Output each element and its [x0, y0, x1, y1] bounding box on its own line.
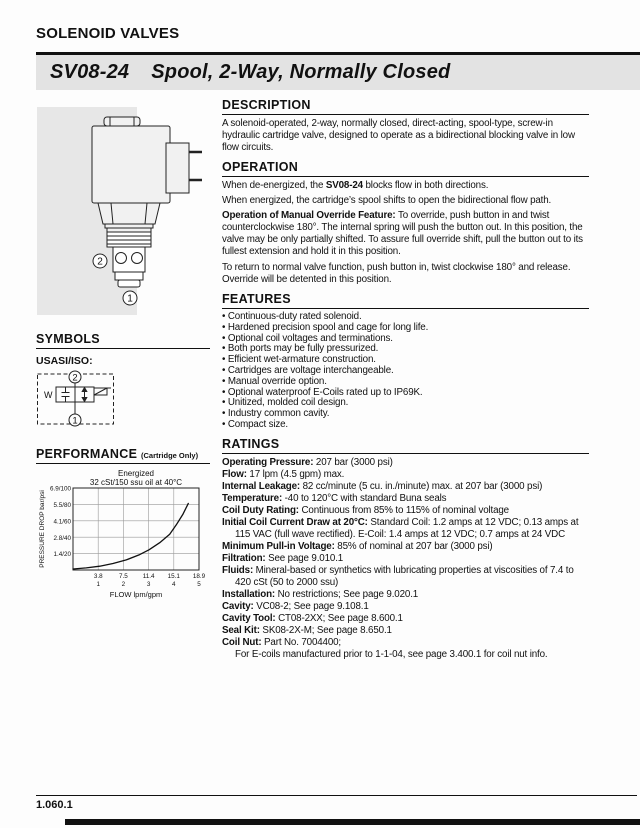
- valve-top-cap: [104, 117, 140, 126]
- footer-bar: [65, 819, 640, 825]
- rating-item: Filtration: See page 9.010.1: [222, 552, 344, 564]
- feature-item: • Manual override option.: [222, 377, 589, 388]
- svg-text:4.1/60: 4.1/60: [53, 518, 71, 526]
- rating-item: Coil Nut: Part No. 7004400; For E-coils manufactured prior to 1-1-04, see page 3.400.1 for coil nut info.: [222, 636, 548, 660]
- chart-title-line1: Energized: [117, 469, 155, 478]
- rating-item: Flow: 17 lpm (4.5 gpm) max.: [222, 468, 345, 480]
- rating-item: Installation: No restrictions; See page 9.020.1: [222, 588, 419, 600]
- valve-line-drawing: [78, 110, 206, 310]
- features-heading: FEATURES: [222, 292, 589, 309]
- performance-curve: [73, 503, 188, 569]
- rating-item: Cavity: VC08-2; See page 9.108.1: [222, 600, 369, 612]
- performance-heading: [36, 447, 210, 464]
- feature-item: • Optional coil voltages and terminations.: [222, 334, 589, 345]
- chart-title-line2: 32 cSt/150 ssu oil at 40°C: [89, 478, 183, 487]
- feature-item: • Industry common cavity.: [222, 409, 589, 420]
- footer-rule: [36, 795, 637, 796]
- valve-connector-block: [166, 143, 189, 193]
- rating-item: Temperature: -40 to 120°C with standard Buna seals: [222, 492, 447, 504]
- page-title-description: Spool, 2-Way, Normally Closed: [151, 61, 451, 83]
- symbol-port-1-label: 1: [72, 415, 78, 427]
- svg-text:7.5: 7.5: [119, 573, 128, 580]
- svg-text:15.1: 15.1: [167, 573, 180, 580]
- svg-text:2.8/40: 2.8/40: [53, 534, 71, 542]
- chart-y-axis-label: PRESSURE DROP bar/psi: [39, 490, 46, 568]
- valve-hex-nut: [98, 203, 160, 224]
- feature-item: • Optional waterproof E-Coils rated up to IP69K.: [222, 388, 589, 399]
- svg-text:1.4/20: 1.4/20: [53, 551, 71, 559]
- footer-page-number: 1.060.1: [36, 799, 73, 811]
- description-heading: DESCRIPTION: [222, 98, 589, 115]
- feature-item: • Compact size.: [222, 420, 589, 431]
- chart-x-axis-label: FLOW lpm/gpm: [109, 590, 163, 599]
- chart-y-ticks: [50, 486, 72, 559]
- svg-text:1: 1: [96, 581, 100, 588]
- rating-item: Coil Duty Rating: Continuous from 85% to 115% of nominal voltage: [222, 504, 509, 516]
- main-content-column: [222, 98, 589, 661]
- operation-paragraph-4: To return to normal valve function, push button in, twist clockwise 180° and release. Override will be detented in this position.: [222, 262, 571, 285]
- feature-item: • Both ports may be fully pressurized.: [222, 344, 589, 355]
- rating-item: Cavity Tool: CT08-2XX; See page 8.600.1: [222, 612, 403, 624]
- valve-port-hole-right: [132, 253, 143, 264]
- symbols-heading: SYMBOLS: [36, 332, 210, 349]
- title-bar: [36, 55, 640, 90]
- spring-symbol: W: [44, 390, 53, 400]
- feature-item: • Efficient wet-armature construction.: [222, 355, 589, 366]
- operation-paragraph-3: Operation of Manual Override Feature: To override, push button in and twist counterclockwise 180°. The internal spring will push the button out. In this position, the valve may be only partially shifted. To assure full override shift, pull the button out to its fullest extension and hold it in this position.: [222, 210, 583, 257]
- page-eyebrow: SOLENOID VALVES: [36, 25, 180, 42]
- rating-item: Internal Leakage: 82 cc/minute (5 cu. in./minute) max. at 207 bar (3000 psi): [222, 480, 543, 492]
- chart-x-ticks-lpm: [94, 573, 206, 580]
- performance-heading-text: PERFORMANCE: [36, 447, 138, 461]
- svg-text:18.9: 18.9: [192, 573, 206, 580]
- rating-item: Minimum Pull-in Voltage: 85% of nominal at 207 bar (3000 psi): [222, 540, 493, 552]
- chart-grid: [73, 488, 199, 570]
- svg-text:5.5/80: 5.5/80: [53, 502, 71, 509]
- symbol-standard-label: USASI/ISO:: [36, 355, 93, 367]
- ratings-heading: RATINGS: [222, 437, 589, 454]
- chart-plot-border: [73, 488, 199, 570]
- feature-item: • Hardened precision spool and cage for long life.: [222, 323, 589, 334]
- feature-item: • Unitized, molded coil design.: [222, 398, 589, 409]
- chart-x-ticks-gpm: [96, 581, 201, 588]
- description-body: A solenoid-operated, 2-way, normally closed, direct-acting, spool-type, screw-in hydraulic cartridge valve, designed to operate as a bidirectional blocking valve in low flow circuits.: [222, 118, 575, 153]
- usasi-iso-symbol: [36, 368, 118, 431]
- valve-coil-body: [92, 126, 170, 203]
- svg-text:6.9/100: 6.9/100: [49, 485, 71, 493]
- svg-text:2: 2: [121, 581, 126, 588]
- valve-port-hole-left: [116, 253, 127, 264]
- svg-text:4: 4: [172, 581, 176, 588]
- operation-paragraph-1: When de-energized, the SV08-24 blocks flow in both directions.: [222, 180, 489, 191]
- page-title-model: SV08-24: [50, 61, 130, 83]
- valve-nose: [118, 280, 140, 287]
- rating-item: Initial Coil Current Draw at 20°C: Standard Coil: 1.2 amps at 12 VDC; 0.13 amps at 115 VAC (full wave rectified). E-Coil: 1.4 amps at 12 VDC; 0.7 amps at 24 VDC: [222, 516, 579, 540]
- performance-chart: [36, 466, 212, 604]
- operation-paragraph-2: When energized, the cartridge’s spool shifts to open the bidirectional flow path.: [222, 195, 552, 206]
- photo-port-2-label: 2: [97, 256, 103, 268]
- feature-item: • Continuous-duty rated solenoid.: [222, 312, 589, 323]
- rating-item: Fluids: Mineral-based or synthetics with lubricating properties at viscosities of 7.4 to 420 cSt (50 to 2000 ssu): [222, 564, 574, 588]
- symbol-port-2-label: 2: [72, 372, 78, 384]
- rating-item: Seal Kit: SK08-2X-M; See page 8.650.1: [222, 624, 392, 636]
- svg-text:3: 3: [146, 581, 151, 588]
- operation-heading: OPERATION: [222, 160, 589, 177]
- svg-text:5: 5: [197, 581, 201, 588]
- svg-text:3.8: 3.8: [93, 573, 103, 580]
- rating-item: Operating Pressure: 207 bar (3000 psi): [222, 456, 393, 468]
- svg-text:11.4: 11.4: [142, 573, 155, 580]
- performance-heading-note: (Cartridge Only): [141, 451, 199, 460]
- photo-port-1-label: 1: [127, 293, 133, 305]
- feature-item: • Cartridges are voltage interchangeable.: [222, 366, 589, 377]
